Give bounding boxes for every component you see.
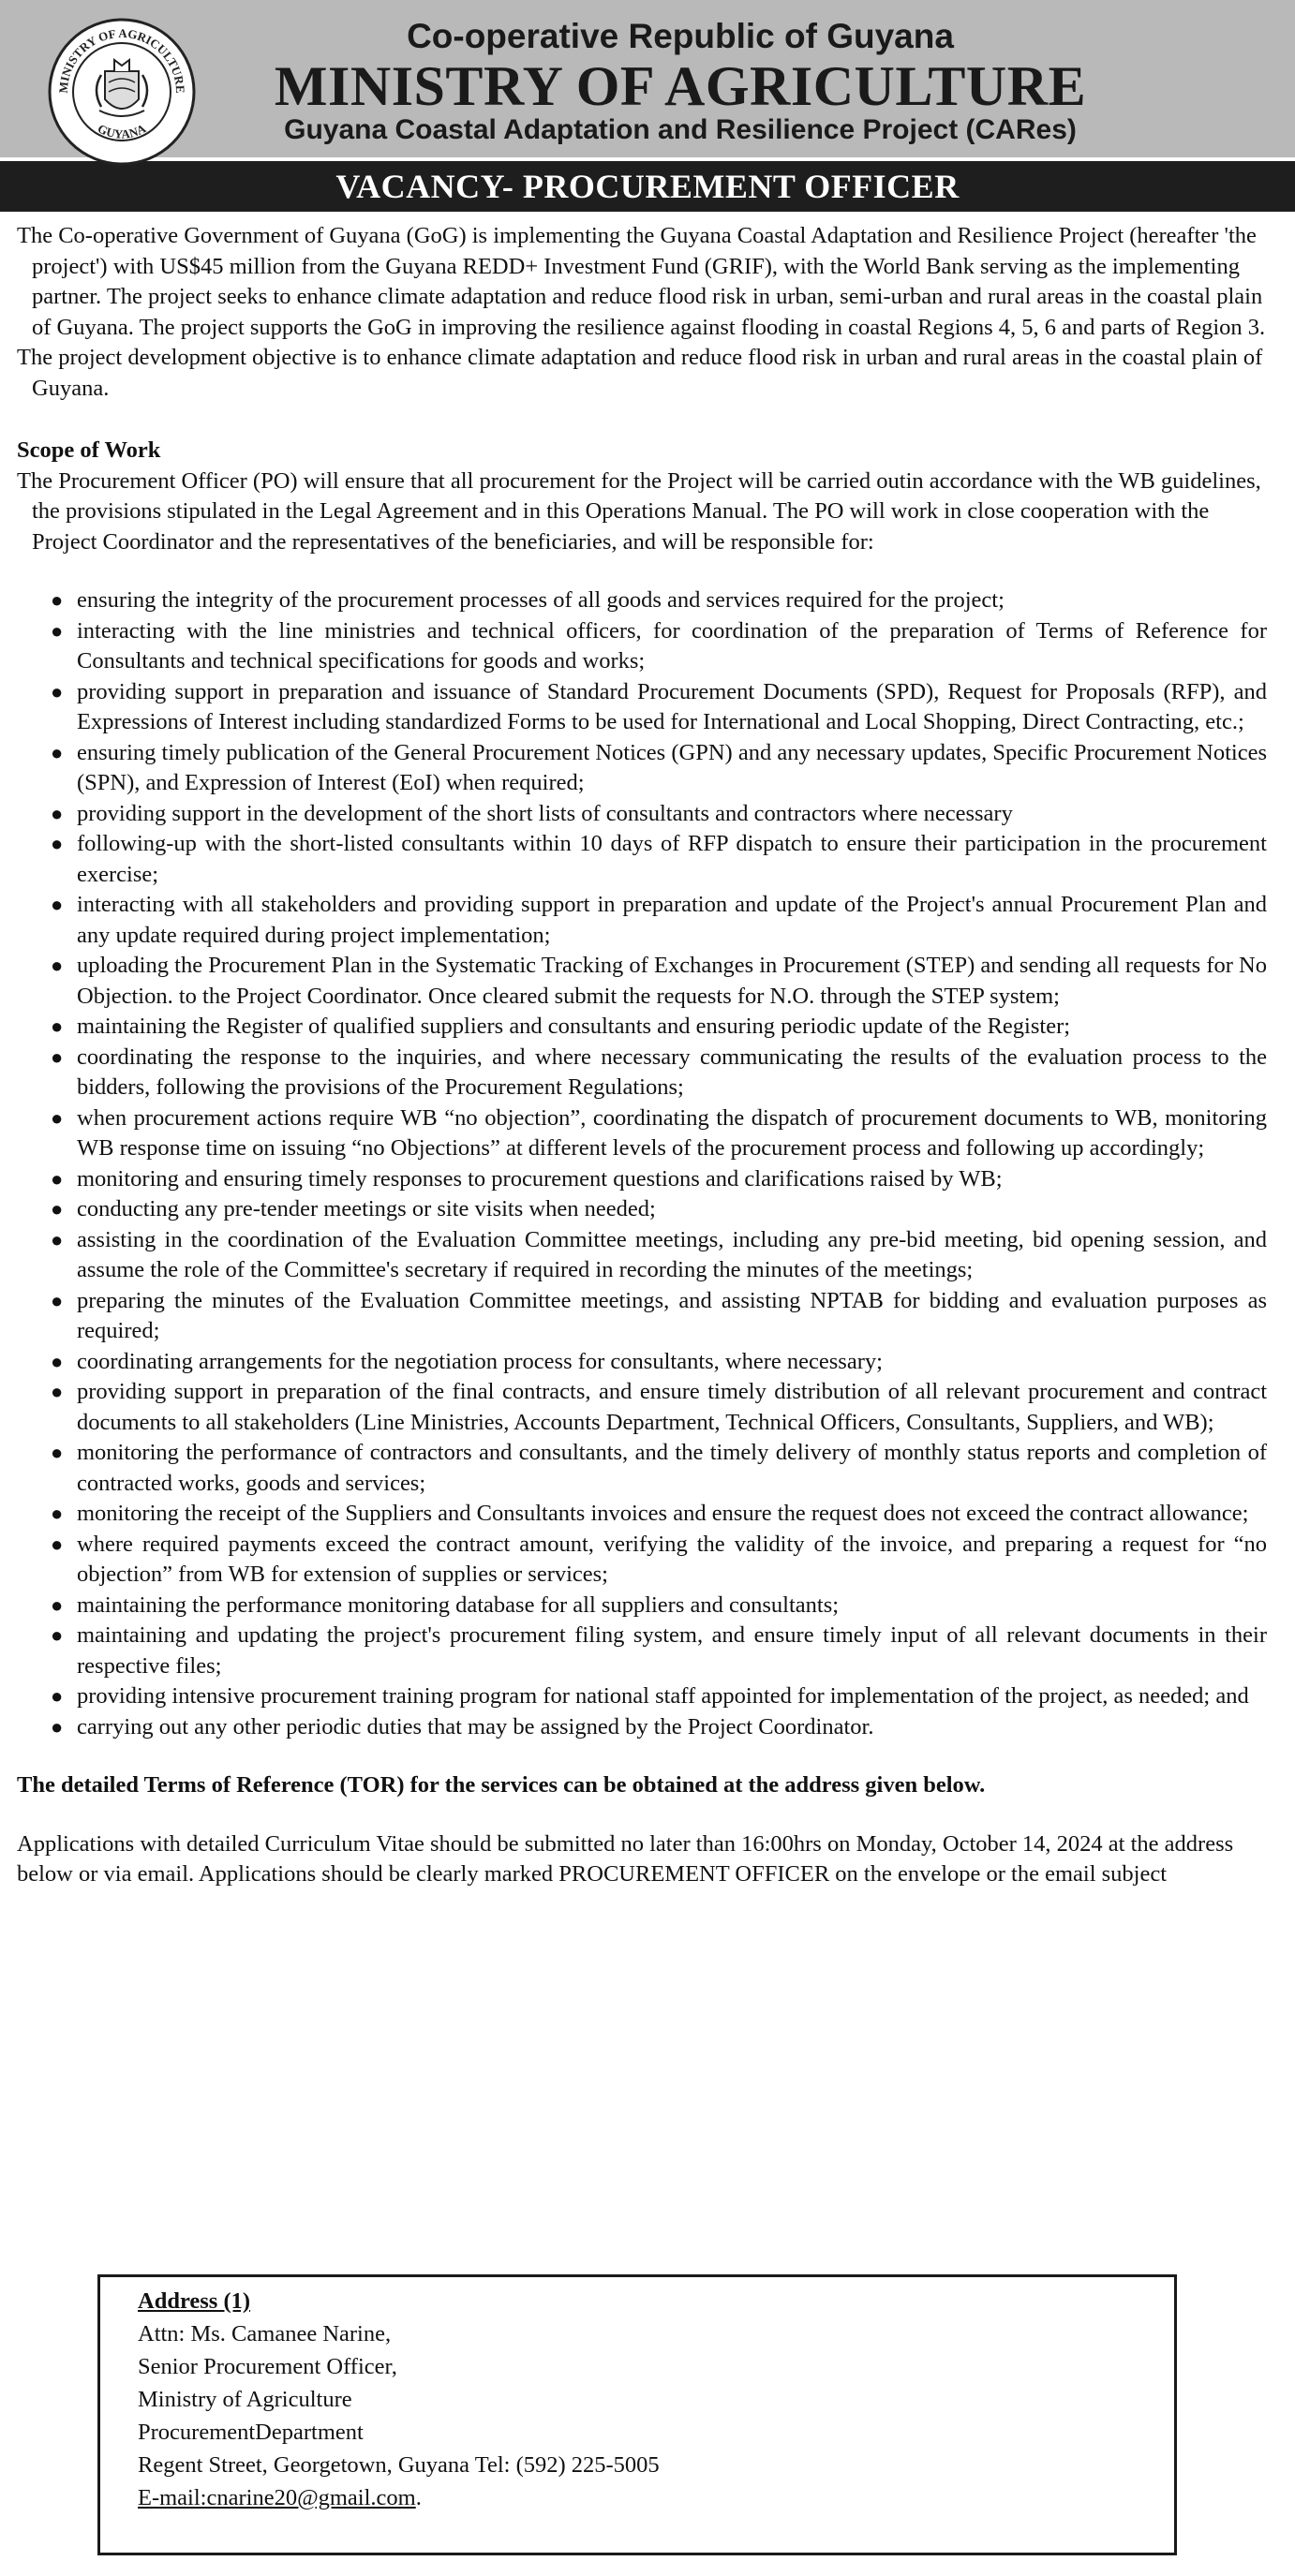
list-item: ● where required payments exceed the contract amount, verifying the validity of the invoice, and preparing a request for “no objection” from WB for extension of supplies or services;: [51, 1531, 1267, 1587]
scope-heading: Scope of Work: [17, 437, 161, 463]
duties-list: [17, 585, 1273, 1742]
list-item: ● providing intensive procurement training program for national staff appointed for implementation of the project, as needed; and: [51, 1683, 1249, 1709]
notice-body: [17, 221, 1273, 1890]
list-item: ● monitoring and ensuring timely responses to procurement questions and clarifications raised by WB;: [51, 1165, 1003, 1192]
seal-top-text: MINISTRY OF AGRICULTURE: [55, 25, 188, 94]
address-email-line: E-mail:cnarine20@gmail.com.: [138, 2485, 422, 2510]
seal-bottom-text: GUYANA: [95, 121, 149, 141]
address-position: Senior Procurement Officer,: [138, 2354, 397, 2379]
list-item: ● interacting with the line ministries and technical officers, for coordination of the preparation of Terms of Reference for Consultants and technical specifications for goods and works;: [51, 617, 1267, 674]
scope-paragraph: The Procurement Officer (PO) will ensure that all procurement for the Project will be carried outin accordance with the WB guidelines, the provisions stipulated in the Legal Agreement and in this Operations Manual. The PO will work in close cooperation with the Project Coordinator and the representatives of the beneficiaries, and will be responsible for:: [17, 467, 1261, 555]
header-banner: [0, 0, 1295, 157]
list-item: ● monitoring the receipt of the Suppliers and Consultants invoices and ensure the request does not exceed the contract allowance;: [51, 1501, 1249, 1526]
list-item: ● ensuring the integrity of the procurement processes of all goods and services required for the project;: [51, 587, 1005, 613]
email-link[interactable]: E-mail:cnarine20@gmail.com: [138, 2485, 416, 2510]
list-item: ● assisting in the coordination of the Evaluation Committee meetings, including any pre-bid meeting, bid opening session, and assume the role of the Committee's secretary if required in recording the minutes of the meetings;: [51, 1226, 1267, 1282]
list-item: ● providing support in preparation and issuance of Standard Procurement Documents (SPD), Request for Proposals (RFP), and Expressions of Interest including standardized Forms to be used for International and Local Shopping, Direct Contracting, etc.;: [51, 678, 1267, 734]
list-item: ● providing support in the development of the short lists of consultants and contractors where necessary: [51, 800, 1013, 826]
country-name: Co-operative Republic of Guyana: [407, 17, 954, 55]
list-item: ● monitoring the performance of contractors and consultants, and the timely delivery of monthly status reports and completion of contracted works, goods and services;: [51, 1440, 1267, 1496]
list-item: ● ensuring timely publication of the General Procurement Notices (GPN) and any necessary updates, Specific Procurement Notices (SPN), and Expression of Interest (EoI) when required;: [51, 739, 1267, 795]
vacancy-title: VACANCY- PROCUREMENT OFFICER: [0, 161, 1295, 212]
list-item: ● interacting with all stakeholders and providing support in preparation and update of the Project's annual Procurement Plan and any update required during project implementation;: [51, 892, 1267, 948]
address-attn: Attn: Ms. Camanee Narine,: [138, 2321, 392, 2347]
ministry-name: MINISTRY OF AGRICULTURE: [274, 55, 1087, 117]
list-item: ● coordinating arrangements for the negotiation process for consultants, where necessary;: [51, 1348, 883, 1374]
address-street: Regent Street, Georgetown, Guyana Tel: (592) 225-5005: [138, 2452, 660, 2478]
list-item: ● carrying out any other periodic duties that may be assigned by the Project Coordinator.: [51, 1713, 874, 1740]
list-item: ● coordinating the response to the inquiries, and where necessary communicating the results of the evaluation process to the bidders, following the provisions of the Procurement Regulations;: [51, 1044, 1267, 1100]
ministry-seal: [47, 17, 197, 167]
project-name: Guyana Coastal Adaptation and Resilience Project (CARes): [284, 114, 1077, 145]
seal-emblem-icon: [47, 17, 197, 167]
address-box: [97, 2274, 1177, 2555]
address-title: Address (1): [138, 2288, 251, 2314]
list-item: ● maintaining the Register of qualified suppliers and consultants and ensuring periodic update of the Register;: [51, 1014, 1071, 1039]
list-item: ● conducting any pre-tender meetings or site visits when needed;: [51, 1196, 656, 1221]
application-note: Applications with detailed Curriculum Vitae should be submitted no later than 16:00hrs on Monday, October 14, 2024 at the address below or via email. Applications should be clearly marked PROCUREMENT OFFICER on the envelope or the email subject: [17, 1830, 1234, 1887]
list-item: ● maintaining and updating the project's procurement filing system, and ensure timely input of all relevant documents in their respective files;: [51, 1622, 1267, 1679]
list-item: ● providing support in preparation of the final contracts, and ensure timely distribution of all relevant procurement and contract documents to all stakeholders (Line Ministries, Accounts Department, Technical Officers, Consultants, Suppliers, and WB);: [51, 1379, 1267, 1435]
intro-paragraph-1: The Co-operative Government of Guyana (GoG) is implementing the Guyana Coastal Adaptation and Resilience Project (hereafter 'the project') with US$45 million from the Guyana REDD+ Investment Fund (GRIF), with the World Bank serving as the implementing partner. The project seeks to enhance climate adaptation and reduce flood risk in urban, semi-urban and rural areas in the coastal plain of Guyana. The project supports the GoG in improving the resilience against flooding in coastal Regions 4, 5, 6 and parts of Region 3.: [17, 223, 1266, 340]
list-item: ● preparing the minutes of the Evaluation Committee meetings, and assisting NPTAB for bidding and evaluation purposes as required;: [51, 1287, 1267, 1343]
list-item: ● following-up with the short-listed consultants within 10 days of RFP dispatch to ensure their participation in the procurement exercise;: [51, 831, 1267, 887]
intro-paragraph-2: The project development objective is to enhance climate adaptation and reduce flood risk in urban and rural areas in the coastal plain of Guyana.: [17, 345, 1263, 401]
address-department: ProcurementDepartment: [138, 2420, 364, 2445]
list-item: ● maintaining the performance monitoring database for all suppliers and consultants;: [51, 1591, 840, 1618]
list-item: ● when procurement actions require WB “no objection”, coordinating the dispatch of procurement documents to WB, monitoring WB response time on issuing “no Objections” at different levels of the procurement process and following up accordingly;: [51, 1104, 1267, 1161]
tor-note: The detailed Terms of Reference (TOR) for the services can be obtained at the address given below.: [17, 1772, 986, 1798]
address-ministry: Ministry of Agriculture: [138, 2387, 352, 2412]
list-item: ● uploading the Procurement Plan in the Systematic Tracking of Exchanges in Procurement (STEP) and sending all requests for No Objection. to the Project Coordinator. Once cleared submit the requests for N.O. through the STEP system;: [51, 953, 1267, 1009]
